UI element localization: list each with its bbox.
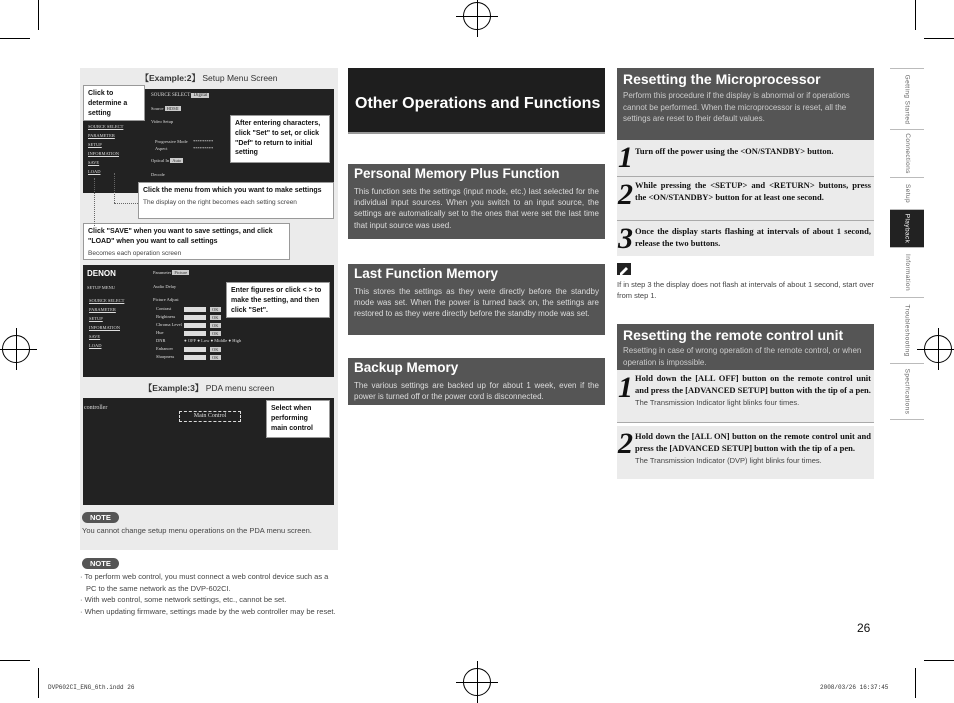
- section-body-last-function: This stores the settings as they were directly before the standby mode was set. When the power is turned back on, the settings are restored to as they were directly before the standby mode was set.: [348, 286, 605, 335]
- section-title-backup-memory: Backup Memory: [348, 358, 605, 380]
- footer-file: DVP602CI_ENG_6th.indd 26: [48, 684, 135, 691]
- menu-load[interactable]: LOAD: [88, 169, 101, 174]
- reset-micro-step-1: 1 Turn off the power using the <ON/STANDBY> button.: [617, 140, 874, 177]
- pda-controller-screen: controller Main Control: [83, 398, 334, 505]
- reset-micro-step-2: 2 While pressing the <SETUP> and <RETURN> buttons, press the <ON/STANDBY> button for at least one second.: [617, 177, 874, 221]
- section-title-reset-micro: Resetting the Microprocessor: [617, 68, 874, 90]
- page-title: Other Operations and Functions: [355, 95, 601, 112]
- tab-information[interactable]: Information: [890, 248, 924, 298]
- reset-remote-step-1: 1 Hold down the [ALL OFF] button on the remote control unit and press the [ADVANCED SETUP] button with the tip of a pen. The Transmission Indicator light blinks four times.: [617, 370, 874, 423]
- callout-save-load: Click "SAVE" when you want to save settings, and click "LOAD" when you want to call settings Becomes each operation screen: [83, 223, 290, 260]
- tab-troubleshooting[interactable]: Troubleshooting: [890, 298, 924, 364]
- ok-button[interactable]: OK: [212, 315, 219, 320]
- section-body-backup-memory: The various settings are backed up for about 1 week, even if the power is turned off or the power cord is disconnected.: [348, 380, 605, 405]
- main-control-link[interactable]: Main Control: [179, 411, 241, 422]
- reset-remote-step-2: 2 Hold down the [ALL ON] button on the remote control unit and press the [ADVANCED SETUP] button with the tip of a pen. The Transmission Indicator (DVP) light blinks four times.: [617, 426, 874, 479]
- menu-source-select[interactable]: SOURCE SELECT: [88, 124, 124, 129]
- menu-setup[interactable]: SETUP: [88, 142, 102, 147]
- memo-text: If in step 3 the display does not flash at intervals of about 1 second, start over from step 1.: [617, 280, 874, 300]
- ok-button[interactable]: OK: [212, 307, 219, 312]
- footer-timestamp: 2008/03/26 16:37:45: [820, 684, 889, 691]
- ok-button[interactable]: OK: [212, 355, 219, 360]
- example-panel: [80, 68, 338, 550]
- menu-parameter[interactable]: PARAMETER: [89, 307, 116, 312]
- menu-information[interactable]: INFORMATION: [88, 151, 120, 156]
- callout-click-menu: Click the menu from which you want to make settings The display on the right becomes each setting screen: [138, 182, 334, 219]
- registration-mark: [463, 2, 491, 30]
- tab-playback[interactable]: Playback: [890, 210, 924, 248]
- callout-after-entering: After entering characters, click "Set" to set, or click "Def" to return to initial setting: [230, 115, 330, 163]
- section-intro-reset-micro: Perform this procedure if the display is abnormal or if operations cannot be performed. When the microprocessor is reset, all the settings are reset to their default values.: [617, 90, 874, 140]
- note-badge: NOTE: [82, 512, 119, 523]
- note1-text: You cannot change setup menu operations on the PDA menu screen.: [82, 526, 312, 535]
- reset-micro-step-3: 3 Once the display starts flashing at intervals of about 1 second, release the two buttons.: [617, 221, 874, 256]
- hue-field[interactable]: [184, 331, 206, 336]
- memo-icon: [617, 263, 631, 275]
- setup-menu-screen: SOURCE SELECT Digital Source HDMI Video Setup Progressive Mode ********* Aspect ********* Optical In Auto Decode SOURCE SELECT PARAMETER SETUP INFORMATION SAVE LOAD: [83, 89, 334, 193]
- section-title-last-function: Last Function Memory: [348, 264, 605, 286]
- menu-save[interactable]: SAVE: [89, 334, 101, 339]
- tab-specifications[interactable]: Specifications: [890, 364, 924, 420]
- registration-mark: [463, 668, 491, 696]
- callout-determine: Click to determine a setting: [83, 85, 145, 121]
- enhancer-field[interactable]: [184, 347, 206, 352]
- example3-caption: 【Example:3】 PDA menu screen: [143, 383, 275, 393]
- section-body-personal-memory: This function sets the settings (input mode, etc.) last selected for the individual input sources. When you switch to an input source, the settings are automatically set to the ones that were set the last time that input source was used.: [348, 186, 605, 239]
- callout-enter-figures: Enter figures or click < > to make the setting, and then click "Set".: [226, 282, 330, 318]
- menu-setup[interactable]: SETUP: [89, 316, 103, 321]
- tab-getting-started[interactable]: Getting Started: [890, 68, 924, 130]
- chroma-level-field[interactable]: [184, 323, 206, 328]
- contrast-field[interactable]: [184, 307, 206, 312]
- section-title-personal-memory: Personal Memory Plus Function: [348, 164, 605, 186]
- menu-save[interactable]: SAVE: [88, 160, 100, 165]
- ok-button[interactable]: OK: [212, 331, 219, 336]
- note-badge: NOTE: [82, 558, 119, 569]
- menu-parameter[interactable]: PARAMETER: [88, 133, 115, 138]
- ok-button[interactable]: OK: [212, 347, 219, 352]
- sharpness-field[interactable]: [184, 355, 206, 360]
- tab-connections[interactable]: Connections: [890, 130, 924, 178]
- tab-setup[interactable]: Setup: [890, 178, 924, 210]
- callout-select-when: Select when performing main control: [266, 400, 330, 438]
- pda-menu-screen: DENON SETUP MENU SOURCE SELECT PARAMETER SETUP INFORMATION SAVE LOAD Parameter Picture Audio Delay Picture Adjust Contrast Brightness Chroma Level Hue DNR Enhancer Sharpness ● OFF ● Low ● Middle ● High OK OK OK OK OK OK: [83, 265, 334, 377]
- menu-information[interactable]: INFORMATION: [89, 325, 121, 330]
- page-title-box: [348, 68, 605, 134]
- ok-button[interactable]: OK: [212, 323, 219, 328]
- page-number: 26: [857, 621, 871, 635]
- registration-mark: [2, 335, 30, 363]
- note2-list: · To perform web control, you must connect a web control device such as a PC to the same network as the DVP-602CI. · With web control, some network settings, etc., cannot be set. · When updating firmware, settings made by the web controller may be reset.: [80, 572, 336, 616]
- example2-caption: 【Example:2】 Setup Menu Screen: [140, 73, 278, 83]
- menu-source-select[interactable]: SOURCE SELECT: [89, 298, 125, 303]
- registration-mark: [924, 335, 952, 363]
- menu-load[interactable]: LOAD: [89, 343, 102, 348]
- section-title-reset-remote: Resetting the remote control unit: [617, 324, 874, 345]
- denon-logo: DENON: [87, 269, 116, 278]
- section-intro-reset-remote: Resetting in case of wrong operation of the remote control, or when operation is impossible.: [617, 345, 874, 370]
- brightness-field[interactable]: [184, 315, 206, 320]
